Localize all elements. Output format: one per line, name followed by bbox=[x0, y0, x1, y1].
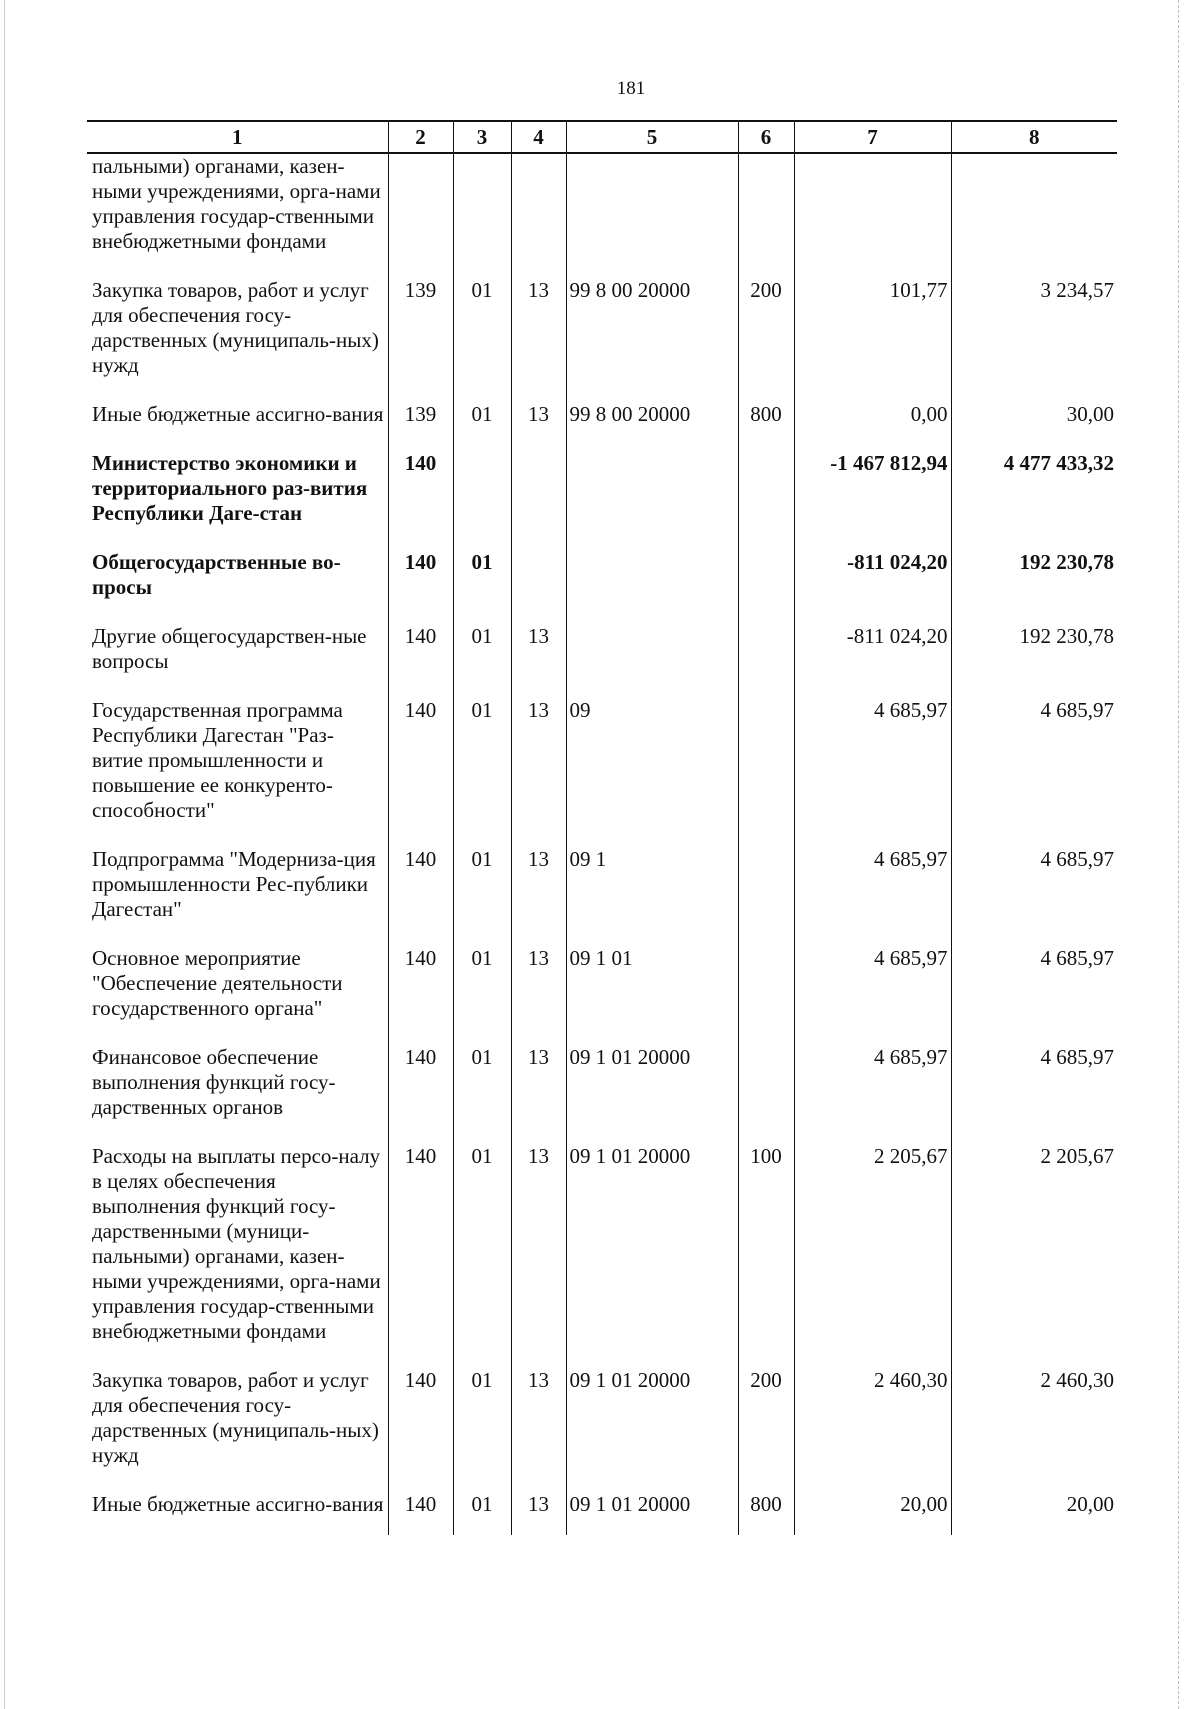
table-row bbox=[87, 402, 1117, 451]
row-amount-col-8 bbox=[951, 153, 1117, 278]
row-ministry-code: 140 bbox=[388, 698, 453, 847]
row-target-article: 09 1 01 20000 bbox=[566, 1144, 738, 1368]
row-target-article bbox=[566, 451, 738, 550]
row-section-code: 01 bbox=[453, 1492, 511, 1535]
header-col-1: 1 bbox=[87, 121, 388, 153]
row-section-code: 01 bbox=[453, 624, 511, 698]
row-amount-col-8: 4 685,97 bbox=[951, 698, 1117, 847]
row-subsection-code: 13 bbox=[511, 1368, 566, 1492]
row-ministry-code bbox=[388, 153, 453, 278]
row-amount-col-8: 20,00 bbox=[951, 1492, 1117, 1535]
header-col-3: 3 bbox=[453, 121, 511, 153]
row-amount-col-7: -811 024,20 bbox=[794, 624, 951, 698]
row-amount-col-7: 2 205,67 bbox=[794, 1144, 951, 1368]
row-expense-type bbox=[738, 550, 794, 624]
row-amount-col-7: 4 685,97 bbox=[794, 946, 951, 1045]
row-subsection-code: 13 bbox=[511, 698, 566, 847]
row-ministry-code: 139 bbox=[388, 402, 453, 451]
row-ministry-code: 140 bbox=[388, 624, 453, 698]
row-amount-col-7: 4 685,97 bbox=[794, 847, 951, 946]
row-ministry-code: 140 bbox=[388, 1045, 453, 1144]
row-amount-col-8: 4 685,97 bbox=[951, 847, 1117, 946]
row-subsection-code: 13 bbox=[511, 946, 566, 1045]
row-ministry-code: 140 bbox=[388, 1492, 453, 1535]
row-amount-col-7 bbox=[794, 153, 951, 278]
row-description: Закупка товаров, работ и услуг для обеспечения госу-дарственных (муниципаль-ных) нужд bbox=[92, 278, 379, 377]
page-number: 181 bbox=[616, 78, 646, 99]
row-description: Общегосударственные во-просы bbox=[92, 550, 341, 599]
row-subsection-code: 13 bbox=[511, 278, 566, 402]
header-col-6: 6 bbox=[738, 121, 794, 153]
row-subsection-code: 13 bbox=[511, 1045, 566, 1144]
row-expense-type bbox=[738, 698, 794, 847]
row-amount-col-7: 4 685,97 bbox=[794, 1045, 951, 1144]
header-col-7: 7 bbox=[794, 121, 951, 153]
row-subsection-code bbox=[511, 153, 566, 278]
row-description: Иные бюджетные ассигно-вания bbox=[92, 402, 384, 426]
row-target-article bbox=[566, 153, 738, 278]
row-ministry-code: 140 bbox=[388, 847, 453, 946]
table-row bbox=[87, 1045, 1117, 1144]
table-row bbox=[87, 1492, 1117, 1535]
row-amount-col-7: 101,77 bbox=[794, 278, 951, 402]
row-ministry-code: 140 bbox=[388, 1368, 453, 1492]
table-row bbox=[87, 1368, 1117, 1492]
row-description: Другие общегосударствен-ные вопросы bbox=[92, 624, 367, 673]
row-amount-col-8: 192 230,78 bbox=[951, 624, 1117, 698]
row-expense-type: 200 bbox=[738, 278, 794, 402]
row-target-article bbox=[566, 550, 738, 624]
row-subsection-code bbox=[511, 451, 566, 550]
table-row bbox=[87, 451, 1117, 550]
row-ministry-code: 140 bbox=[388, 1144, 453, 1368]
row-subsection-code: 13 bbox=[511, 1492, 566, 1535]
row-section-code bbox=[453, 153, 511, 278]
row-target-article: 99 8 00 20000 bbox=[566, 278, 738, 402]
table-row bbox=[87, 698, 1117, 847]
row-section-code: 01 bbox=[453, 402, 511, 451]
row-amount-col-8: 30,00 bbox=[951, 402, 1117, 451]
table-row bbox=[87, 624, 1117, 698]
row-amount-col-7: 20,00 bbox=[794, 1492, 951, 1535]
table-row bbox=[87, 847, 1117, 946]
scan-edge-left bbox=[4, 0, 5, 1709]
row-expense-type: 200 bbox=[738, 1368, 794, 1492]
row-description: Расходы на выплаты персо-налу в целях обеспечения выполнения функций госу-дарственными (муници-пальными) органами, казен-ными учреждениями, орга-нами управления государ-ственными внебюджетными фондами bbox=[92, 1144, 381, 1343]
row-section-code: 01 bbox=[453, 1368, 511, 1492]
row-amount-col-7: -1 467 812,94 bbox=[794, 451, 951, 550]
row-description: Подпрограмма "Модерниза-ция промышленности Рес-публики Дагестан" bbox=[92, 847, 376, 921]
row-amount-col-7: 0,00 bbox=[794, 402, 951, 451]
header-col-8: 8 bbox=[951, 121, 1117, 153]
row-description: пальными) органами, казен-ными учреждениями, орга-нами управления государ-ственными внебюджетными фондами bbox=[92, 154, 381, 253]
row-section-code: 01 bbox=[453, 1045, 511, 1144]
row-section-code: 01 bbox=[453, 1144, 511, 1368]
row-expense-type: 800 bbox=[738, 402, 794, 451]
row-expense-type bbox=[738, 847, 794, 946]
row-target-article: 09 bbox=[566, 698, 738, 847]
row-description: Государственная программа Республики Дагестан "Раз-витие промышленности и повышение ее конкуренто-способности" bbox=[92, 698, 343, 822]
row-target-article bbox=[566, 624, 738, 698]
row-amount-col-8: 192 230,78 bbox=[951, 550, 1117, 624]
row-ministry-code: 140 bbox=[388, 550, 453, 624]
table-row bbox=[87, 153, 1117, 278]
row-subsection-code: 13 bbox=[511, 1144, 566, 1368]
table-body bbox=[87, 153, 1117, 1535]
row-subsection-code: 13 bbox=[511, 402, 566, 451]
row-target-article: 09 1 01 20000 bbox=[566, 1492, 738, 1535]
scan-edge-right bbox=[1178, 0, 1180, 1709]
row-amount-col-7: 4 685,97 bbox=[794, 698, 951, 847]
row-description: Основное мероприятие "Обеспечение деятельности государственного органа" bbox=[92, 946, 343, 1020]
row-expense-type: 800 bbox=[738, 1492, 794, 1535]
row-amount-col-8: 2 460,30 bbox=[951, 1368, 1117, 1492]
row-section-code: 01 bbox=[453, 946, 511, 1045]
row-target-article: 09 1 01 20000 bbox=[566, 1368, 738, 1492]
row-target-article: 99 8 00 20000 bbox=[566, 402, 738, 451]
budget-table bbox=[87, 120, 1117, 1535]
table-row bbox=[87, 550, 1117, 624]
row-section-code: 01 bbox=[453, 550, 511, 624]
row-amount-col-8: 3 234,57 bbox=[951, 278, 1117, 402]
table-header-row bbox=[87, 121, 1117, 153]
row-expense-type bbox=[738, 451, 794, 550]
row-amount-col-7: -811 024,20 bbox=[794, 550, 951, 624]
row-amount-col-8: 4 477 433,32 bbox=[951, 451, 1117, 550]
row-section-code bbox=[453, 451, 511, 550]
row-amount-col-8: 4 685,97 bbox=[951, 1045, 1117, 1144]
row-subsection-code bbox=[511, 550, 566, 624]
row-expense-type bbox=[738, 1045, 794, 1144]
row-section-code: 01 bbox=[453, 278, 511, 402]
table-row bbox=[87, 1144, 1117, 1368]
row-target-article: 09 1 01 20000 bbox=[566, 1045, 738, 1144]
header-col-4: 4 bbox=[511, 121, 566, 153]
row-subsection-code: 13 bbox=[511, 624, 566, 698]
row-target-article: 09 1 01 bbox=[566, 946, 738, 1045]
header-col-5: 5 bbox=[566, 121, 738, 153]
row-expense-type bbox=[738, 153, 794, 278]
row-amount-col-8: 4 685,97 bbox=[951, 946, 1117, 1045]
header-col-2: 2 bbox=[388, 121, 453, 153]
table-row bbox=[87, 946, 1117, 1045]
row-ministry-code: 140 bbox=[388, 946, 453, 1045]
row-ministry-code: 140 bbox=[388, 451, 453, 550]
row-description: Министерство экономики и территориального раз-вития Республики Даге-стан bbox=[92, 451, 368, 525]
row-section-code: 01 bbox=[453, 847, 511, 946]
row-subsection-code: 13 bbox=[511, 847, 566, 946]
row-expense-type: 100 bbox=[738, 1144, 794, 1368]
row-expense-type bbox=[738, 624, 794, 698]
row-amount-col-7: 2 460,30 bbox=[794, 1368, 951, 1492]
row-ministry-code: 139 bbox=[388, 278, 453, 402]
row-description: Закупка товаров, работ и услуг для обеспечения госу-дарственных (муниципаль-ных) нужд bbox=[92, 1368, 379, 1467]
row-target-article: 09 1 bbox=[566, 847, 738, 946]
row-amount-col-8: 2 205,67 bbox=[951, 1144, 1117, 1368]
row-section-code: 01 bbox=[453, 698, 511, 847]
row-description: Финансовое обеспечение выполнения функций госу-дарственных органов bbox=[92, 1045, 336, 1119]
row-expense-type bbox=[738, 946, 794, 1045]
row-description: Иные бюджетные ассигно-вания bbox=[92, 1492, 384, 1516]
table-row bbox=[87, 278, 1117, 402]
